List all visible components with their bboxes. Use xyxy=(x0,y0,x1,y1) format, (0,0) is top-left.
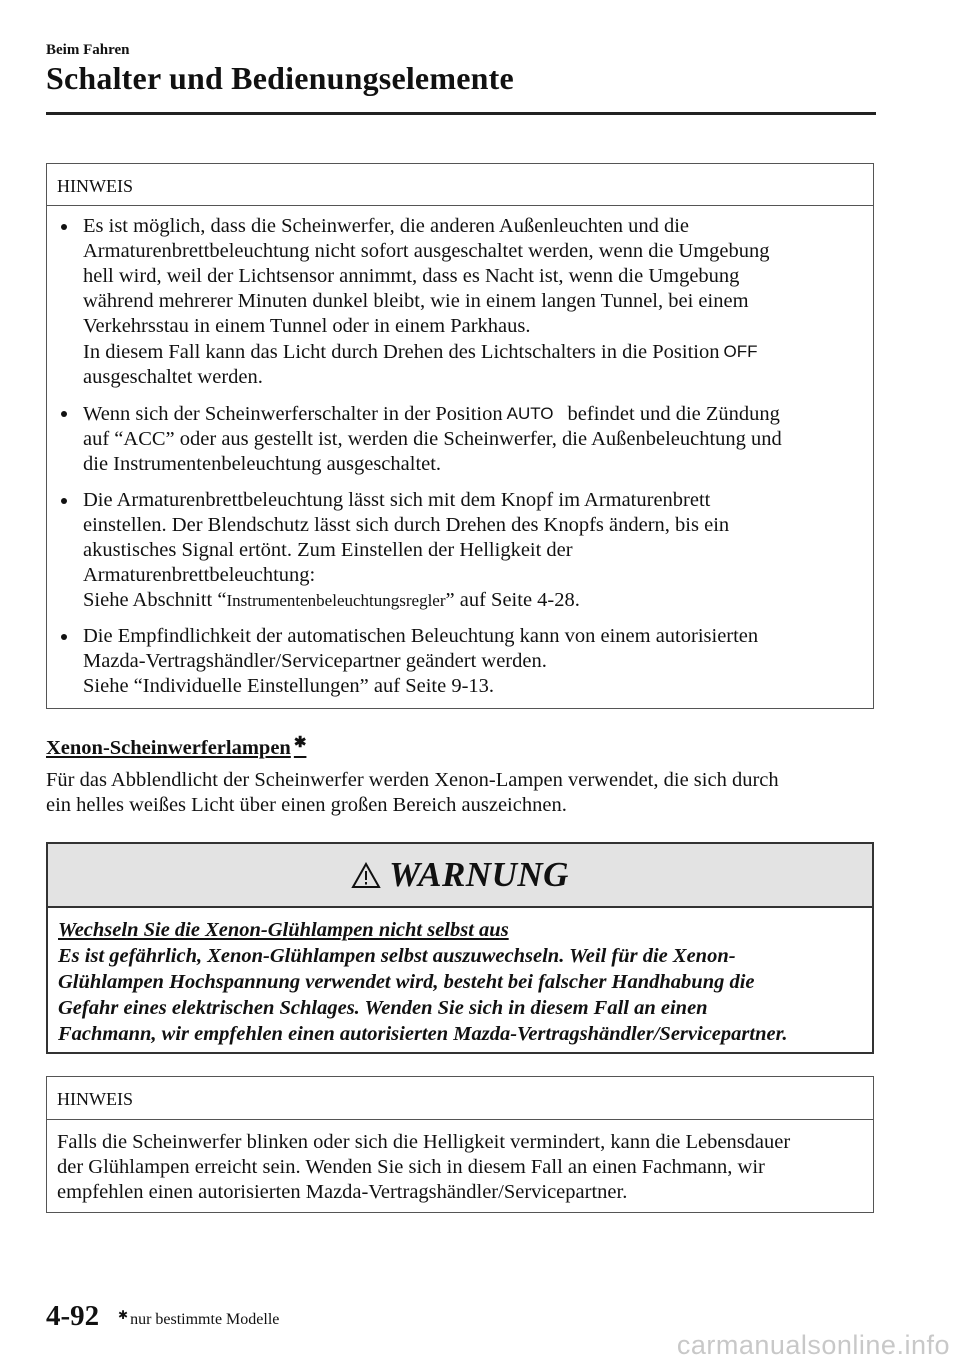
section-label: Beim Fahren xyxy=(46,42,130,58)
cross-reference: Instrumentenbeleuchtungsregler xyxy=(226,591,446,610)
xenon-paragraph xyxy=(46,768,779,818)
warning-triangle-icon xyxy=(351,862,381,889)
text-line: hell wird, weil der Lichtsensor annimmt, dass es Nacht ist, wenn die Umgebung xyxy=(83,265,740,287)
text-line xyxy=(83,339,863,365)
text-line: der Glühlampen erreicht sein. Wenden Sie sich in diesem Fall an einen Fachmann, wir xyxy=(57,1156,765,1178)
text-line: ausgeschaltet werden. xyxy=(83,366,263,388)
bullet-1 xyxy=(57,214,863,390)
warning-box xyxy=(46,842,874,1054)
page-title: Schalter und Bedienungselemente xyxy=(46,60,514,96)
title-rule xyxy=(46,112,876,115)
note-heading: HINWEIS xyxy=(47,164,873,206)
text-line: Falls die Scheinwerfer blinken oder sich die Helligkeit vermindert, kann die Lebensdauer xyxy=(57,1131,791,1153)
text-line: Es ist gefährlich, Xenon-Glühlampen selbst auszuwechseln. Weil für die Xenon- xyxy=(58,945,736,967)
text-fragment: ” auf Seite 4-28. xyxy=(445,589,580,611)
note-box-1 xyxy=(46,163,874,709)
text-line: Gefahr eines elektrischen Schlages. Wenden Sie sich in diesem Fall an einen xyxy=(58,997,708,1019)
note-body xyxy=(47,1120,873,1205)
text-line: akustisches Signal ertönt. Zum Einstellen der Helligkeit der xyxy=(83,539,573,561)
xenon-heading xyxy=(46,733,306,760)
footer-note-text: nur bestimmte Modelle xyxy=(130,1311,280,1328)
note-heading: HINWEIS xyxy=(47,1077,873,1120)
text-line: empfehlen einen autorisierten Mazda-Vertragshändler/Servicepartner. xyxy=(57,1181,628,1203)
text-line: Es ist möglich, dass die Scheinwerfer, die anderen Außenleuchten und die xyxy=(83,215,690,237)
text-line: Mazda-Vertragshändler/Servicepartner geändert werden. xyxy=(83,650,547,672)
off-symbol: OFF xyxy=(723,342,758,361)
warning-title: WARNUNG xyxy=(389,855,569,894)
text-line: während mehrerer Minuten dunkel bleibt, wie in einem langen Tunnel, bei einem xyxy=(83,290,749,312)
bullet-2 xyxy=(57,401,863,477)
text-fragment: In diesem Fall kann das Licht durch Drehen des Lichtschalters in die Position xyxy=(83,341,720,363)
text-line: ein helles weißes Licht über einen großen Bereich auszeichnen. xyxy=(46,794,567,816)
watermark: carmanualsonline.info xyxy=(676,1330,950,1360)
xenon-heading-text: Xenon-Scheinwerferlampen xyxy=(46,737,291,759)
note-body xyxy=(47,206,873,699)
text-line xyxy=(83,401,863,427)
warning-header xyxy=(48,844,872,908)
page-number: 4-92 xyxy=(46,1300,100,1332)
text-line: die Instrumentenbeleuchtung ausgeschaltet. xyxy=(83,453,442,475)
bullet-3 xyxy=(57,488,863,613)
text-line: Für das Abblendlicht der Scheinwerfer werden Xenon-Lampen verwendet, die sich durch xyxy=(46,769,779,791)
warning-body xyxy=(48,908,872,1047)
text-line: Armaturenbrettbeleuchtung nicht sofort ausgeschaltet werden, wenn die Umgebung xyxy=(83,240,770,262)
text-fragment: Siehe Abschnitt “ xyxy=(83,589,227,611)
star-icon: ✱ xyxy=(118,1308,129,1322)
text-line: auf “ACC” oder aus gestellt ist, werden die Scheinwerfer, die Außenbeleuchtung und xyxy=(83,428,782,450)
text-line: einstellen. Der Blendschutz lässt sich durch Drehen des Knopfs ändern, bis ein xyxy=(83,514,730,536)
bullet-4 xyxy=(57,624,863,699)
text-line: Armaturenbrettbeleuchtung: xyxy=(83,564,316,586)
text-fragment: Wenn sich der Scheinwerferschalter in der Position xyxy=(83,403,503,425)
text-line: Siehe “Individuelle Einstellungen” auf Seite 9-13. xyxy=(83,675,495,697)
text-line: Fachmann, wir empfehlen einen autorisierten Mazda-Vertragshändler/Servicepartner. xyxy=(58,1023,788,1045)
text-line: Glühlampen Hochspannung verwendet wird, besteht bei falscher Handhabung die xyxy=(58,971,755,993)
auto-symbol: AUTO xyxy=(506,404,554,423)
text-line: Die Armaturenbrettbeleuchtung lässt sich mit dem Knopf im Armaturenbrett xyxy=(83,489,711,511)
star-icon: ✱ xyxy=(293,735,307,751)
text-fragment: befindet und die Zündung xyxy=(567,403,780,425)
text-line: Die Empfindlichkeit der automatischen Beleuchtung kann von einem autorisierten xyxy=(83,625,759,647)
text-line xyxy=(83,588,863,613)
warning-subheading: Wechseln Sie die Xenon-Glühlampen nicht selbst aus xyxy=(58,919,509,941)
text-line: Verkehrsstau in einem Tunnel oder in einem Parkhaus. xyxy=(83,315,531,337)
footer-note xyxy=(118,1308,279,1329)
note-box-2 xyxy=(46,1076,874,1213)
